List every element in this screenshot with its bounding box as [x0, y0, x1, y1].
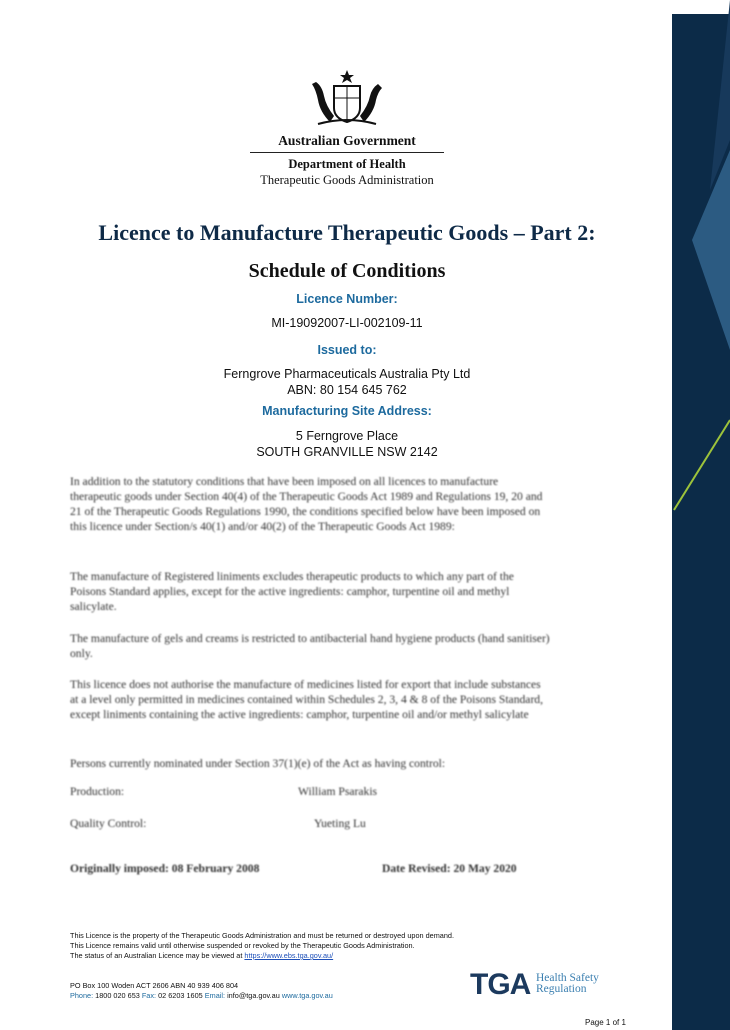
email-label: Email:	[204, 991, 226, 1000]
persons-in-control: Persons currently nominated under Section 37(1)(e) of the Act as having control:	[70, 757, 446, 770]
condition-export: This licence does not authorise the manufacture of medicines listed for export that include substances at a level only permitted in medicines contained within Schedules 2, 3, 4 & 8 of the Poisons Standard, except liniments containing the active ingredients: camphor, turpentine oil and/or methyl salicylate	[70, 678, 544, 721]
tga-logo-letters: TGA	[470, 968, 531, 1001]
agency-name: Therapeutic Goods Administration	[260, 173, 434, 187]
header-divider	[250, 152, 444, 153]
page-number: Page 1 of 1	[585, 1018, 626, 1027]
quality-control-name: Yueting Lu	[314, 817, 366, 830]
phone-number: 1800 020 653	[95, 991, 140, 1000]
sidebar-pattern	[672, 0, 730, 1030]
email-address[interactable]: info@tga.gov.au	[227, 991, 280, 1000]
postal-address: PO Box 100 Woden ACT 2606 ABN 40 939 406 804	[70, 981, 239, 990]
phone-label: Phone:	[70, 991, 94, 1000]
conditions-intro: In addition to the statutory conditions that have been imposed on all licences to manufacture therapeutic goods under Section 40(4) of the Therapeutic Goods Act 1989 and Regulations 19, 20 and 21 of the Therapeutic Goods Regulations 1990, the conditions specified below have been imposed on this licence under Section/s 40(1) and/or 40(2) of the Therapeutic Goods Act 1989:	[70, 475, 543, 533]
fax-number: 02 6203 1605	[158, 991, 203, 1000]
address-line-1: 5 Ferngrove Place	[295, 429, 399, 443]
address-line-2: SOUTH GRANVILLE NSW 2142	[256, 445, 438, 459]
issued-to-label: Issued to:	[317, 343, 377, 357]
document-title: Licence to Manufacture Therapeutic Goods – Part 2:	[98, 220, 596, 245]
production-label: Production:	[70, 785, 125, 798]
sidebar-blue-shape	[692, 150, 730, 350]
government-name: Australian Government	[278, 133, 416, 148]
tga-logo	[470, 968, 610, 1004]
originally-imposed: Originally imposed: 08 February 2008	[70, 862, 260, 875]
department-name: Department of Health	[288, 157, 406, 171]
footer-status-text: The status of an Australian Licence may be viewed at	[70, 951, 243, 960]
tga-tagline-line-1: Health Safety	[536, 972, 599, 984]
footer-note-status	[70, 951, 333, 961]
decorative-sidebar	[672, 0, 730, 1030]
company-abn: ABN: 80 154 645 762	[287, 383, 407, 397]
coat-of-arms-icon	[306, 68, 388, 132]
quality-control-label: Quality Control:	[70, 817, 147, 830]
website-link[interactable]: www.tga.gov.au	[281, 991, 333, 1000]
condition-liniments: The manufacture of Registered liniments excludes therapeutic products to which any part of the Poisons Standard applies, except for the active ingredients: camphor, turpentine oil and methyl salicylate.	[70, 570, 514, 613]
licence-number-label: Licence Number:	[296, 292, 398, 306]
tga-logo-tagline	[536, 973, 599, 995]
document-subtitle: Schedule of Conditions	[248, 260, 446, 282]
licence-number: MI-19092007-LI-002109-11	[271, 316, 423, 330]
company-name: Ferngrove Pharmaceuticals Australia Pty Ltd	[223, 367, 471, 381]
condition-gels: The manufacture of gels and creams is restricted to antibacterial hand hygiene products (hand sanitiser) only.	[70, 632, 550, 660]
contact-details	[70, 991, 333, 1001]
licence-status-link[interactable]: https://www.ebs.tga.gov.au/	[244, 951, 334, 960]
fax-label: Fax:	[141, 991, 157, 1000]
production-name: William Psarakis	[298, 785, 378, 798]
footer-note-validity: This Licence remains valid until otherwise suspended or revoked by the Therapeutic Goods Administration.	[70, 941, 415, 950]
date-revised: Date Revised: 20 May 2020	[382, 862, 517, 875]
tga-tagline-line-2: Regulation	[536, 983, 587, 995]
footer-note-property: This Licence is the property of the Therapeutic Goods Administration and must be returned or destroyed upon demand.	[70, 931, 454, 940]
site-address-label: Manufacturing Site Address:	[262, 404, 432, 418]
